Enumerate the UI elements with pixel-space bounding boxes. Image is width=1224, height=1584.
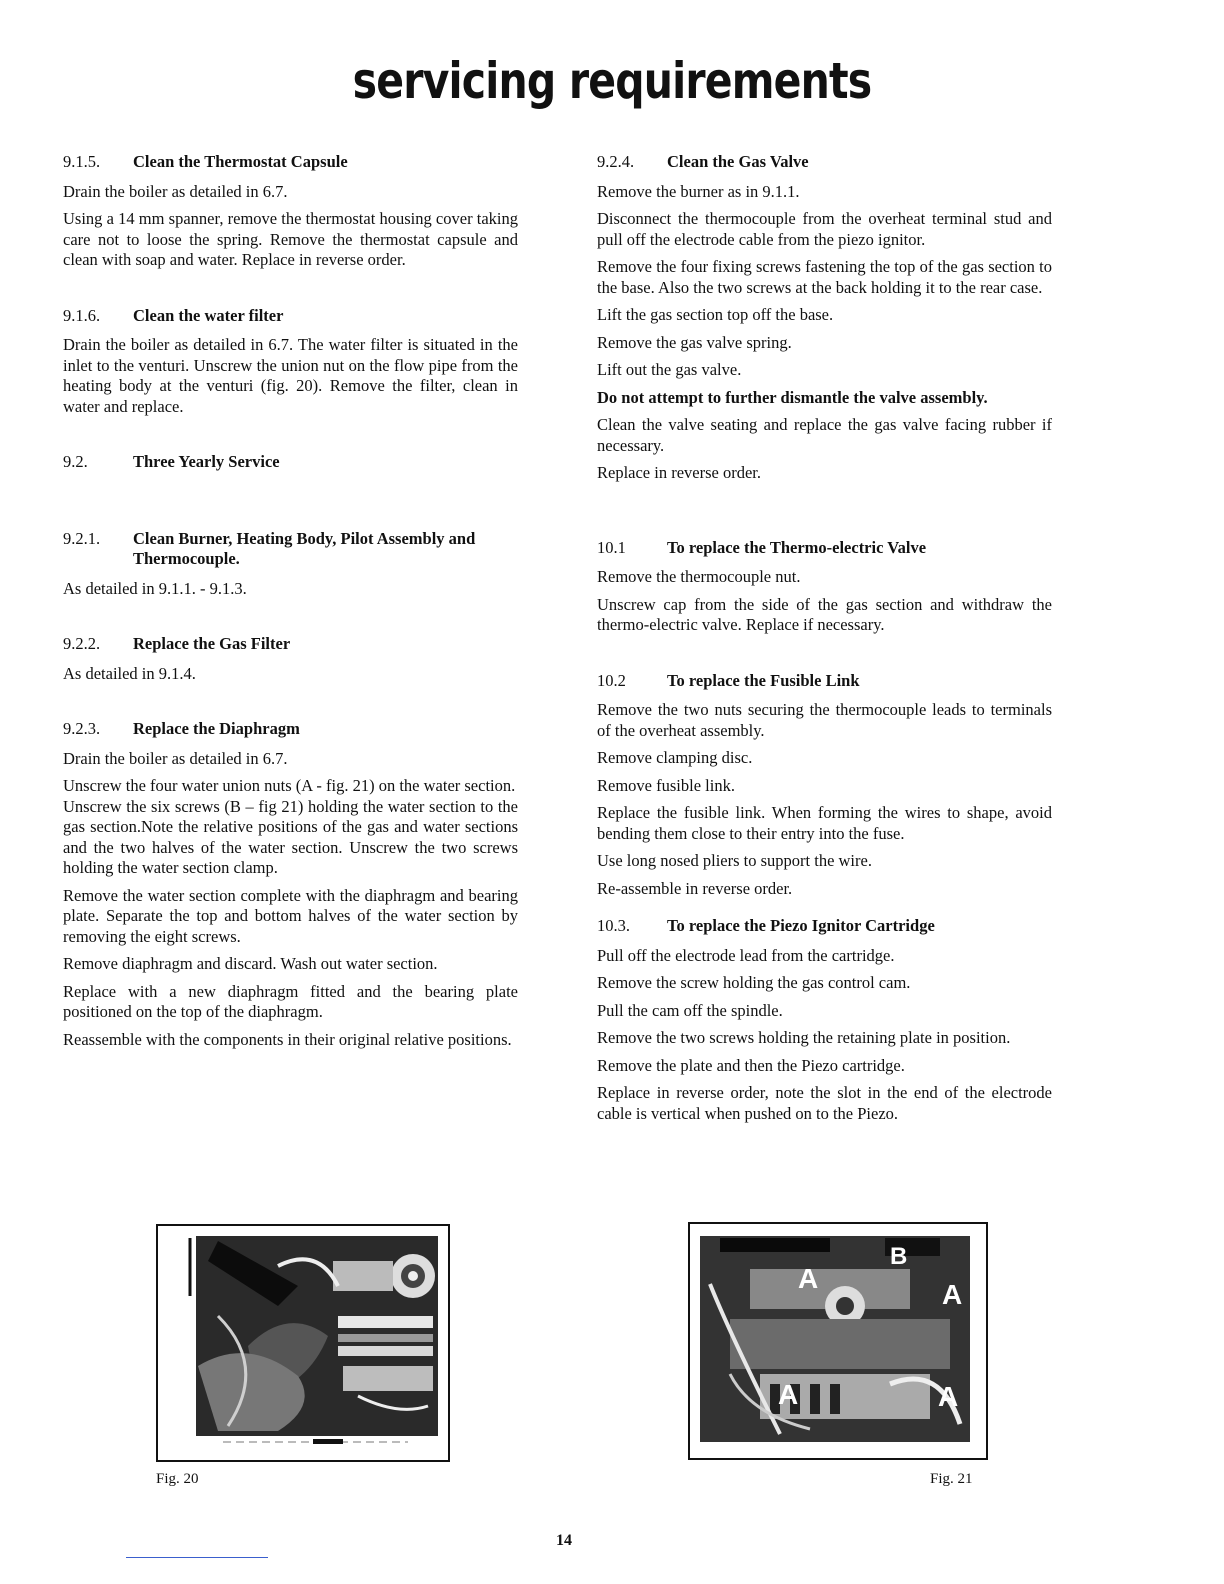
section-title: Replace the Diaphragm	[133, 719, 300, 738]
section-heading-9-2-3	[63, 719, 518, 740]
paragraph: Unscrew cap from the side of the gas section and withdraw the thermo-electric valve. Replace if necessary.	[597, 594, 1052, 634]
paragraph: Use long nosed pliers to support the wire.	[597, 851, 872, 870]
paragraph: Remove the thermocouple nut.	[597, 567, 801, 586]
section-heading-9-1-5	[63, 152, 518, 173]
paragraph: Remove the four fixing screws fastening the top of the gas section to the base. Also the two screws at the back holding it to the rear case.	[597, 257, 1052, 297]
figure-20-photo	[156, 1224, 450, 1462]
paragraph: Unscrew the four water union nuts (A - fig. 21) on the water section.	[63, 776, 516, 795]
paragraph: Lift the gas section top off the base.	[597, 305, 834, 324]
section-title: To replace the Piezo Ignitor Cartridge	[667, 916, 935, 935]
label-a: A	[942, 1279, 963, 1310]
section-number: 9.2.4.	[597, 152, 635, 171]
label-a: A	[798, 1263, 819, 1294]
section-title: Clean the Thermostat Capsule	[133, 152, 348, 171]
paragraph: Replace in reverse order, note the slot in the end of the electrode cable is vertical when pushed on to the Piezo.	[597, 1083, 1052, 1123]
paragraph: Drain the boiler as detailed in 6.7.	[63, 748, 288, 768]
paragraph: Remove the two nuts securing the thermocouple leads to terminals of the overheat assembly.	[597, 700, 1052, 740]
section-heading-10-3	[597, 916, 1052, 937]
section-heading-9-2-4	[597, 152, 1052, 173]
figure-21-photo	[688, 1222, 988, 1460]
boiler-venturi-photo	[158, 1226, 448, 1460]
paragraph: Re-assemble in reverse order.	[597, 878, 793, 898]
left-column	[63, 152, 518, 1057]
section-number: 9.1.5.	[63, 152, 101, 171]
paragraph: Using a 14 mm spanner, remove the thermostat housing cover taking care not to loose the spring. Remove the thermostat capsule and clean with soap and water. Replace in reverse order.	[63, 209, 518, 269]
page-title: servicing requirements	[352, 52, 872, 110]
section-heading-9-1-6	[63, 306, 518, 327]
figure-21-caption: Fig. 21	[930, 1471, 973, 1487]
paragraph: Remove fusible link.	[597, 775, 735, 795]
section-number: 9.2.2.	[63, 634, 101, 653]
paragraph: Replace the fusible link. When forming the wires to shape, avoid bending them close to their entry into the fuse.	[597, 803, 1052, 843]
label-a: A	[938, 1381, 959, 1412]
paragraph: Disconnect the thermocouple from the overheat terminal stud and pull off the electrode cable from the piezo ignitor.	[597, 209, 1052, 249]
section-heading-9-2-1	[63, 529, 518, 570]
section-title: Replace the Gas Filter	[133, 634, 291, 653]
section-number: 9.1.6.	[63, 305, 101, 325]
warning-paragraph: Do not attempt to further dismantle the valve assembly.	[597, 387, 988, 407]
paragraph: Remove the water section complete with the diaphragm and bearing plate. Separate the top and bottom halves of the water section by removing the eight screws.	[63, 885, 518, 946]
paragraph: Drain the boiler as detailed in 6.7. The water filter is situated in the inlet to the venturi. Unscrew the union nut on the flow pipe from the heating body at the venturi (fig. 20). Remove the filter, clean in water and replace.	[63, 335, 518, 416]
section-heading-9-2-2	[63, 634, 518, 655]
section-number: 10.1	[597, 537, 626, 557]
paragraph: Remove the burner as in 9.1.1.	[597, 181, 800, 201]
page-number: 14	[556, 1532, 572, 1549]
paragraph: Pull the cam off the spindle.	[597, 1000, 783, 1020]
right-column	[597, 152, 1052, 1131]
section-title: Clean the Gas Valve	[667, 152, 809, 171]
paragraph: Drain the boiler as detailed in 6.7.	[63, 181, 288, 201]
section-number: 10.2	[597, 670, 626, 690]
divider-line	[126, 1557, 268, 1558]
section-title: To replace the Thermo-electric Valve	[667, 537, 927, 557]
section-title: Clean the water filter	[133, 305, 284, 325]
section-number: 9.2.1.	[63, 528, 101, 548]
paragraph: Remove clamping disc.	[597, 748, 753, 767]
section-heading-10-2	[597, 671, 1052, 692]
paragraph: Remove the screw holding the gas control cam.	[597, 973, 911, 992]
paragraph: Reassemble with the components in their original relative positions.	[63, 1029, 512, 1049]
paragraph: Remove diaphragm and discard. Wash out water section.	[63, 954, 438, 973]
figure-20-caption: Fig. 20	[156, 1471, 199, 1487]
gas-water-section-photo	[690, 1224, 986, 1458]
section-number: 9.2.	[63, 452, 88, 471]
section-heading-9-2	[63, 452, 518, 473]
paragraph: Replace in reverse order.	[597, 463, 762, 482]
paragraph: Unscrew the six screws (B – fig 21) holding the water section to the gas section.Note the relative positions of the gas and water sections and the two halves of the water section. Unscrew the two screws holding the water section clamp.	[63, 796, 518, 877]
section-title: Three Yearly Service	[133, 452, 280, 471]
section-number: 10.3.	[597, 916, 630, 935]
paragraph: Remove the two screws holding the retaining plate in position.	[597, 1028, 1011, 1047]
paragraph: Remove the gas valve spring.	[597, 332, 792, 352]
section-heading-10-1	[597, 538, 1052, 559]
paragraph: Lift out the gas valve.	[597, 360, 742, 379]
paragraph: Clean the valve seating and replace the gas valve facing rubber if necessary.	[597, 415, 1052, 455]
section-title: Clean Burner, Heating Body, Pilot Assembly and Thermocouple.	[133, 528, 476, 568]
paragraph: As detailed in 9.1.4.	[63, 663, 196, 683]
label-a: A	[778, 1379, 799, 1410]
paragraph: As detailed in 9.1.1. - 9.1.3.	[63, 578, 247, 598]
section-number: 9.2.3.	[63, 719, 101, 738]
paragraph: Remove the plate and then the Piezo cartridge.	[597, 1055, 905, 1075]
paragraph: Pull off the electrode lead from the cartridge.	[597, 945, 895, 965]
section-title: To replace the Fusible Link	[667, 670, 860, 690]
label-b: B	[890, 1243, 908, 1270]
paragraph: Replace with a new diaphragm fitted and the bearing plate positioned on the top of the diaphragm.	[63, 981, 518, 1021]
